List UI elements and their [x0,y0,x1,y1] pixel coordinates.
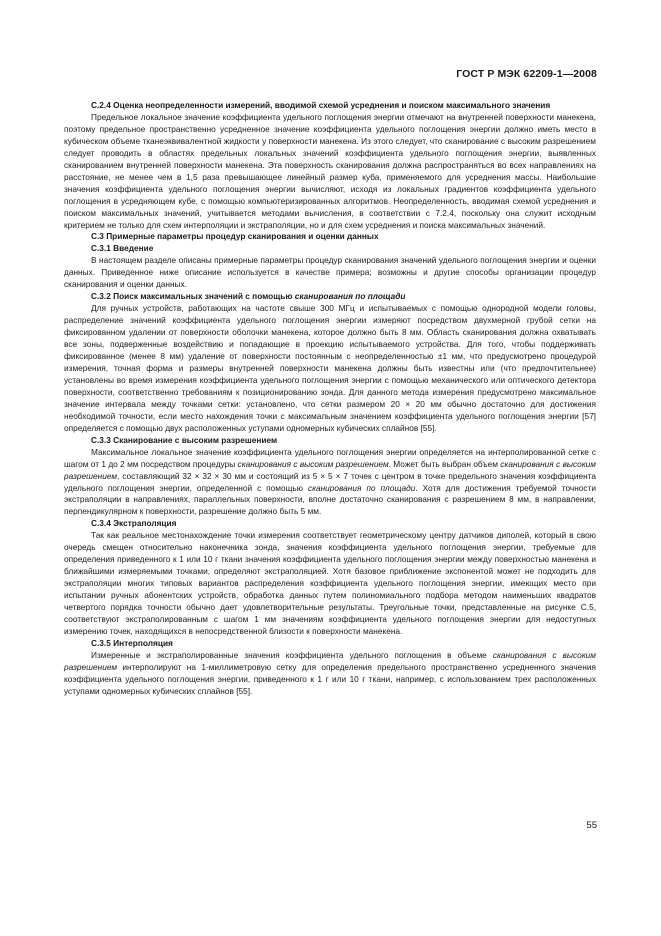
section-c31-title: C.3.1 Введение [91,243,154,254]
section-c24-title: C.2.4 Оценка неопределенности измерений, вводимой схемой усреднения и поиском максимального значения [91,100,551,110]
c33-text-c: , составляющий 32 × 32 × 30 мм и состоящий из 5 × 5 × 7 точек с центром в точке предельного значения коэффициента удельного поглощения энергии, определенной с помощью [64,470,596,493]
page-number: 55 [586,820,597,831]
section-c32-title [64,291,596,303]
c33-italic-1: сканирования с высоким разрешением [237,458,389,469]
section-c33-title: C.3.3 Сканирование с высоким разрешением [91,434,278,445]
section-c24-paragraph: Предельное локальное значение коэффициента удельного поглощения энергии отмечают на внутренней поверхности манекена, поэтому предельное пространственно усредненное значение коэффициента удельного поглощения энергии должно иметь место в кубическом объеме тканеэквивалентной жидкости у поверхности манекена. Из этого следует, что сканирование с высоким разрешением следует проводить в областях предельных локальных значений коэффициента удельного поглощения энергии, выявленных сканированием внутренней поверхности манекена. Эта поверхность сканирования должна распространяться во всех направлениях на расстояние, не менее чем в 1,5 раза превышающее линейный размер куба, применяемого для усреднения массы. Наибольшие значения коэффициента удельного поглощения энергии вычисляют, исходя из локальных градиентов коэффициента удельного поглощения в усредняющем кубе, с помощью компьютеризированных алгоритмов. Неопределенность, вводимая схемой усреднения и поиском максимальных значений, учитывается методами вычисления, в соответствии с 7.2.4, поскольку она служит исходным критерием не только для схем интерполяции и экстраполяции, но и для схем усреднения и поиска максимальных значений. [64,111,596,230]
c33-text-b: . Может быть выбран объем [388,458,501,469]
c33-text-a: Максимальное локальное значение коэффициента удельного поглощения энергии определяется на интерполированной сетке с шагом от 1 до 2 мм посредством процедуры [64,446,596,469]
c33-italic-3: сканирования по площади [307,482,416,493]
c33-italic-2: сканирования с высоким разрешением [64,458,596,481]
c35-text-b: интерполируют на 1-миллиметровую сетку для определения предельного пространственно усредненного значения коэффициента удельного поглощения энергии, приведенного к 1 г или 10 г ткани, например, с использованием трех расположенных уступами одномерных кубических сплайнов [55]. [64,661,596,696]
section-c32-title-plain: C.3.2 Поиск максимальных значений с помощью [91,291,295,302]
section-c34-title: C.3.4 Экстраполяция [91,518,177,529]
document-id-header: ГОСТ Р МЭК 62209-1—2008 [456,68,597,80]
c35-italic-1: сканирования с высоким разрешением [64,649,596,672]
section-c31-paragraph: В настоящем разделе описаны примерные параметры процедур сканирования значений удельного поглощения энергии и оценки данных. Приведенное ниже описание используется в качестве примера; возможны и другие способы организации процедур сканирования и оценки данных. [64,255,596,290]
section-c34-paragraph: Так как реальное местонахождение точки измерения соответствует геометрическому центру датчиков диполей, который в свою очередь смещен относительно наконечника зонда, значения коэффициента удельного поглощения энергии, требуемые для определения приведенного к 1 или 10 г ткани значения коэффициента удельного поглощения энергии между поверхностью манекена и ближайшими измеряемыми точками, определяют экстраполяцией. Хотя базовое приближение экспонентой может не подходить для экстраполяции многих типовых вариантов распределения коэффициента удельного поглощения энергии, имеющих место при испытании ручных абонентских устройств, обработка данных путем полиномиального подбора методом наименьших квадратов четвертого порядка точности обычно дает удовлетворительные результаты. Треугольные точки, представленные на рисунке С.5, соответствуют экстраполированным с шагом 1 мм значениям коэффициента удельного поглощения энергии для недоступных измерению точек, находящихся в непосредственной близости к поверхности манекена. [64,530,596,636]
c35-text-a: Измеренные и экстраполированные значения коэффициента удельного поглощения в объеме [91,649,493,660]
section-c35-title: C.3.5 Интерполяция [91,637,173,648]
c33-text-d: . Хотя для достижения требуемой точности экстраполяции в направлениях, параллельных поверхности, вполне достаточно сканирования с разрешением 8 мм, в направлении, перпендикулярном к поверхности, разрешение должно быть 5 мм. [64,482,596,517]
section-c33-paragraph [64,447,596,519]
section-c3-title: C.3 Примерные параметры процедур сканирования и оценки данных [91,231,379,242]
section-c32-paragraph: Для ручных устройств, работающих на частоте свыше 300 МГц и испытываемых с помощью однородной модели головы, распределение значений коэффициента удельного поглощения энергии измеряют посредством двухмерной грубой сетки на фиксированном удалении от поверхности оболочки манекена, которое должно быть 8 мм. Область сканирования должна охватывать все зоны, подверженные воздействию и попадающие в проекцию испытываемого устройства. Для того, чтобы поддерживать фиксированное (менее 8 мм) удаление от поверхности постоянным с неопределенностью ±1 мм, что предусмотрено процедурой измерения, точная форма и размеры внутренней поверхности манекена должны быть известны или (что предпочтительнее) установлены во время измерения коэффициента удельного поглощения энергии с помощью механического или оптического детектора поверхности, соответственно требованиям к позиционированию зонда. Для данного метода измерения предусмотрено максимальное значение интервала между точками сетки: установлено, что сетки размером 20 × 20 мм обычно достаточно для достижения необходимой точности, если место нахождения точки с максимальным значением коэффициента удельного поглощения энергии [57] определяется с помощью двух расположенных уступами одномерных кубических сплайнов [55]. [64,303,596,433]
section-c35-paragraph [64,650,596,698]
document-body [64,100,596,698]
section-c32-title-italic: сканирования по площади [294,291,406,302]
